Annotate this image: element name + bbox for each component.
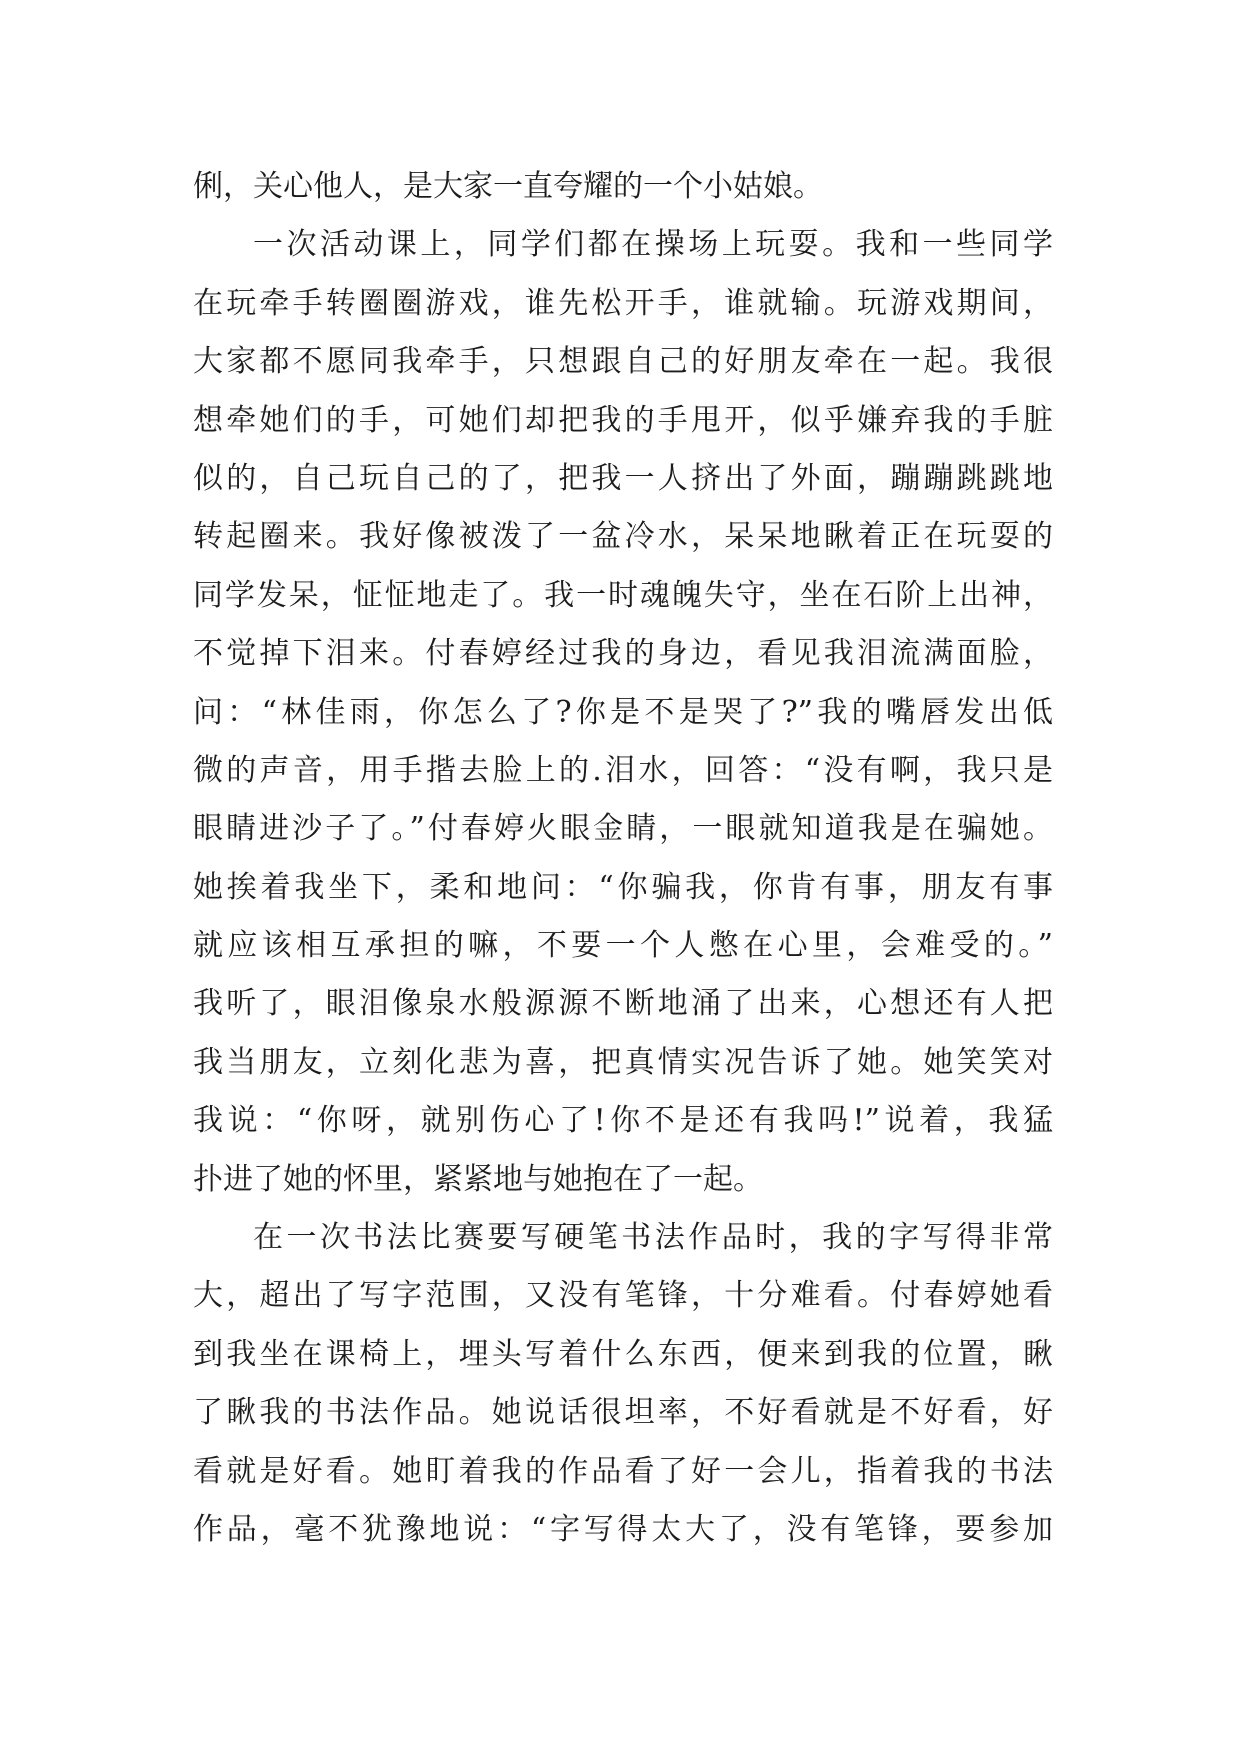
- text-line: 看就是好看。她盯着我的作品看了好一会儿，指着我的书法: [193, 1453, 1053, 1489]
- text-line: 大，超出了写字范围，又没有笔锋，十分难看。付春婷她看: [193, 1278, 1053, 1314]
- text-line: 我当朋友，立刻化悲为喜，把真情实况告诉了她。她笑笑对: [193, 1044, 1053, 1080]
- text-line: 似的，自己玩自己的了，把我一人挤出了外面，蹦蹦跳跳地: [193, 460, 1053, 496]
- text-line: 转起圈来。我好像被泼了一盆冷水，呆呆地瞅着正在玩耍的: [193, 519, 1053, 555]
- text-line: 在玩牵手转圈圈游戏，谁先松开手，谁就输。玩游戏期间，: [193, 285, 1053, 321]
- text-line: 问：“林佳雨，你怎么了?你是不是哭了?”我的嘴唇发出低: [193, 694, 1053, 730]
- text-line: 她挨着我坐下，柔和地问：“你骗我，你肯有事，朋友有事: [193, 869, 1053, 905]
- text-line: 不觉掉下泪来。付春婷经过我的身边，看见我泪流满面脸，: [193, 636, 1053, 672]
- body-text: [193, 158, 1053, 1559]
- text-line: 在一次书法比赛要写硬笔书法作品时，我的字写得非常: [253, 1220, 1053, 1256]
- text-line: 大家都不愿同我牵手，只想跟自己的好朋友牵在一起。我很: [193, 344, 1053, 380]
- text-line: 了瞅我的书法作品。她说话很坦率，不好看就是不好看，好: [193, 1395, 1053, 1431]
- text-line: 到我坐在课椅上，埋头写着什么东西，便来到我的位置，瞅: [193, 1336, 1053, 1372]
- text-line: 眼睛进沙子了。”付春婷火眼金睛，一眼就知道我是在骗她。: [193, 811, 1053, 847]
- text-line: 扑进了她的怀里，紧紧地与她抱在了一起。: [193, 1161, 763, 1197]
- text-line: 想牵她们的手，可她们却把我的手甩开，似乎嫌弃我的手脏: [193, 402, 1053, 438]
- text-line: 我说：“你呀，就别伤心了!你不是还有我吗!”说着，我猛: [193, 1103, 1053, 1139]
- text-line: 作品，毫不犹豫地说：“字写得太大了，没有笔锋，要参加: [193, 1511, 1053, 1547]
- text-line: 一次活动课上，同学们都在操场上玩耍。我和一些同学: [253, 227, 1053, 263]
- text-line: 就应该相互承担的嘛，不要一个人憋在心里，会难受的。”: [193, 928, 1053, 964]
- text-line: 我听了，眼泪像泉水般源源不断地涌了出来，心想还有人把: [193, 986, 1053, 1022]
- text-line: 微的声音，用手揩去脸上的.泪水，回答：“没有啊，我只是: [193, 752, 1053, 788]
- text-line: 同学发呆，怔怔地走了。我一时魂魄失守，坐在石阶上出神，: [193, 577, 1053, 613]
- text-line: 俐，关心他人，是大家一直夸耀的一个小姑娘。: [193, 169, 823, 204]
